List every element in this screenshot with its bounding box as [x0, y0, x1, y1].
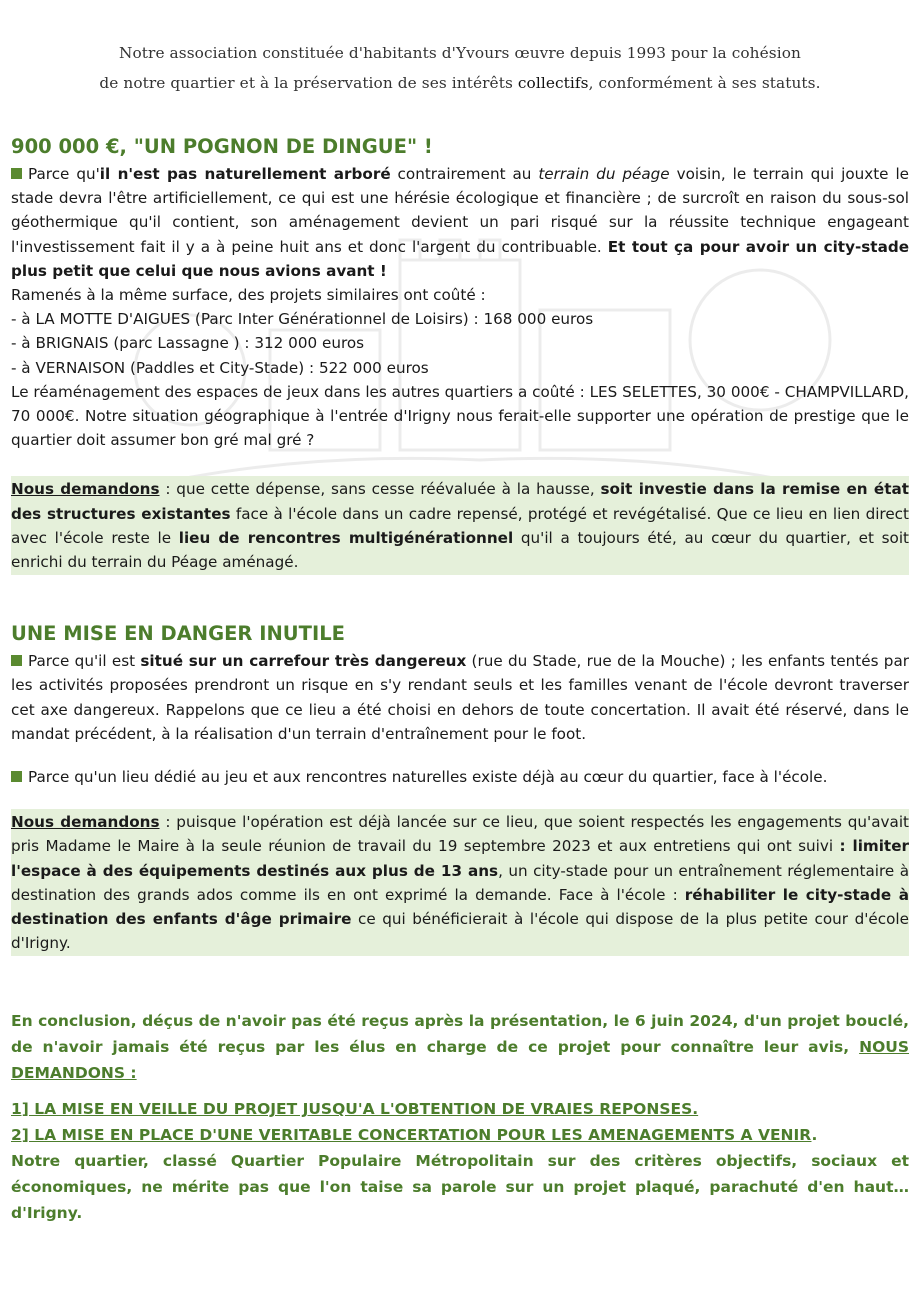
section-1-paragraph-1: Parce qu'il n'est pas naturellement arboré contrairement au terrain du péage voisin, le terrain qui jouxte le stade devra l'être artificiellement, ce qui est une hérésie écologique et financière ; de surcroît en raison du sous-sol géothermique qu'il contient, son aménagement devient un pari risqué sur la réussite technique engageant l'investissement fait il y a à peine huit ans et donc l'argent du contribuable. Et tout ça pour avoir un city-stade plus petit que celui que nous avions avant !	[11, 165, 910, 280]
closing-paragraph: Notre quartier, classé Quartier Populaire Métropolitain sur des critères objectifs, sociaux et économiques, ne mérite pas que l'on taise sa parole sur un projet plaqué, parachuté d'en haut… d'Irigny.	[11, 1152, 909, 1223]
conclusion-paragraph: En conclusion, déçus de n'avoir pas été reçus après la présentation, le 6 juin 2024, d'un projet bouclé, de n'avoir jamais été reçus par les élus en charge de ce projet pour connaître leur avis, NOUS DEMANDONS :	[11, 1012, 909, 1083]
section-2-paragraph-2: Parce qu'un lieu dédié au jeu et aux rencontres naturelles existe déjà au cœur du quartier, face à l'école.	[11, 765, 909, 789]
section-1-paragraph-3: Le réaménagement des espaces de jeux dans les autres quartiers a coûté : LES SELETTES, 30 000€ - CHAMPVILLARD, 70 000€. Notre situation géographique à l'entrée d'Irigny nous ferait-elle supporter une opération de prestige que le quartier doit assumer bon gré mal gré ?	[11, 382, 909, 450]
section-1-demand-text: Nous demandons : que cette dépense, sans cesse réévaluée à la hausse, soit investie dans la remise en état des structures existantes face à l'école dans un cadre repensé, protégé et revégétalisé. Que ce lieu en lien direct avec l'école reste le lieu de rencontres multigénérationnel qu'il a toujours été, au cœur du quartier, et soit enrichi du terrain du Péage aménagé.	[11, 480, 909, 572]
intro-emphasis: collectifs	[517, 74, 589, 92]
conclusion	[11, 1008, 909, 1226]
demand-1: 1] LA MISE EN VEILLE DU PROJET JUSQU'A L'OBTENTION DE VRAIES REPONSES.	[11, 1100, 699, 1119]
intro-text	[40, 38, 880, 98]
green-square-bullet-icon	[11, 168, 22, 179]
section-2-demand-text: Nous demandons : puisque l'opération est déjà lancée sur ce lieu, que soient respectés les engagements qu'avait pris Madame le Maire à la seule réunion de travail du 19 septembre 2023 et aux entretiens qui ont suivi : limiter l'espace à des équipements destinés aux plus de 13 ans, un city-stade pour un entraînement réglementaire à destination des grands ados comme ils en ont exprimé la demande. Face à l'école : réhabiliter le city-stade à destination des enfants d'âge primaire ce qui bénéficierait à l'école qui dispose de la plus petite cour d'école d'Irigny.	[11, 813, 910, 953]
green-square-bullet-icon	[11, 771, 22, 782]
demand-2: 2] LA MISE EN PLACE D'UNE VERITABLE CONCERTATION POUR LES AMENAGEMENTS A VENIR.	[11, 1126, 818, 1145]
green-square-bullet-icon	[11, 655, 22, 666]
section-1-title: 900 000 €, "UN POGNON DE DINGUE" !	[11, 135, 433, 158]
section-1-demand-box	[11, 476, 909, 575]
price-list-item: - à VERNAISON (Paddles et City-Stade) : 522 000 euros	[11, 358, 429, 377]
intro-line-2: de notre quartier et à la préservation de ses intérêts collectifs, conformément à ses statuts.	[99, 74, 821, 92]
section-2-title: UNE MISE EN DANGER INUTILE	[11, 622, 345, 646]
document-body	[11, 132, 909, 1226]
price-list-item: - à LA MOTTE D'AIGUES (Parc Inter Générationnel de Loisirs) : 168 000 euros	[11, 310, 594, 329]
intro-line-1: Notre association constituée d'habitants d'Yvours œuvre depuis 1993 pour la cohésion	[118, 44, 801, 62]
price-list-item: - à BRIGNAIS (parc Lassagne ) : 312 000 euros	[11, 334, 365, 353]
section-2-demand-box	[11, 809, 909, 956]
section-1-paragraph-2: Ramenés à la même surface, des projets similaires ont coûté :	[11, 286, 486, 305]
section-2-paragraph-1: Parce qu'il est situé sur un carrefour très dangereux (rue du Stade, rue de la Mouche) ; les enfants tentés par les activités proposées prendront un risque en s'y rendant seuls et les familles venant de l'école devront traverser cet axe dangereux. Rappelons que ce lieu a été choisi en dehors de toute concertation. Il avait été réservé, dans le mandat précédent, à la réalisation d'un terrain d'entraînement pour le foot.	[11, 652, 909, 743]
